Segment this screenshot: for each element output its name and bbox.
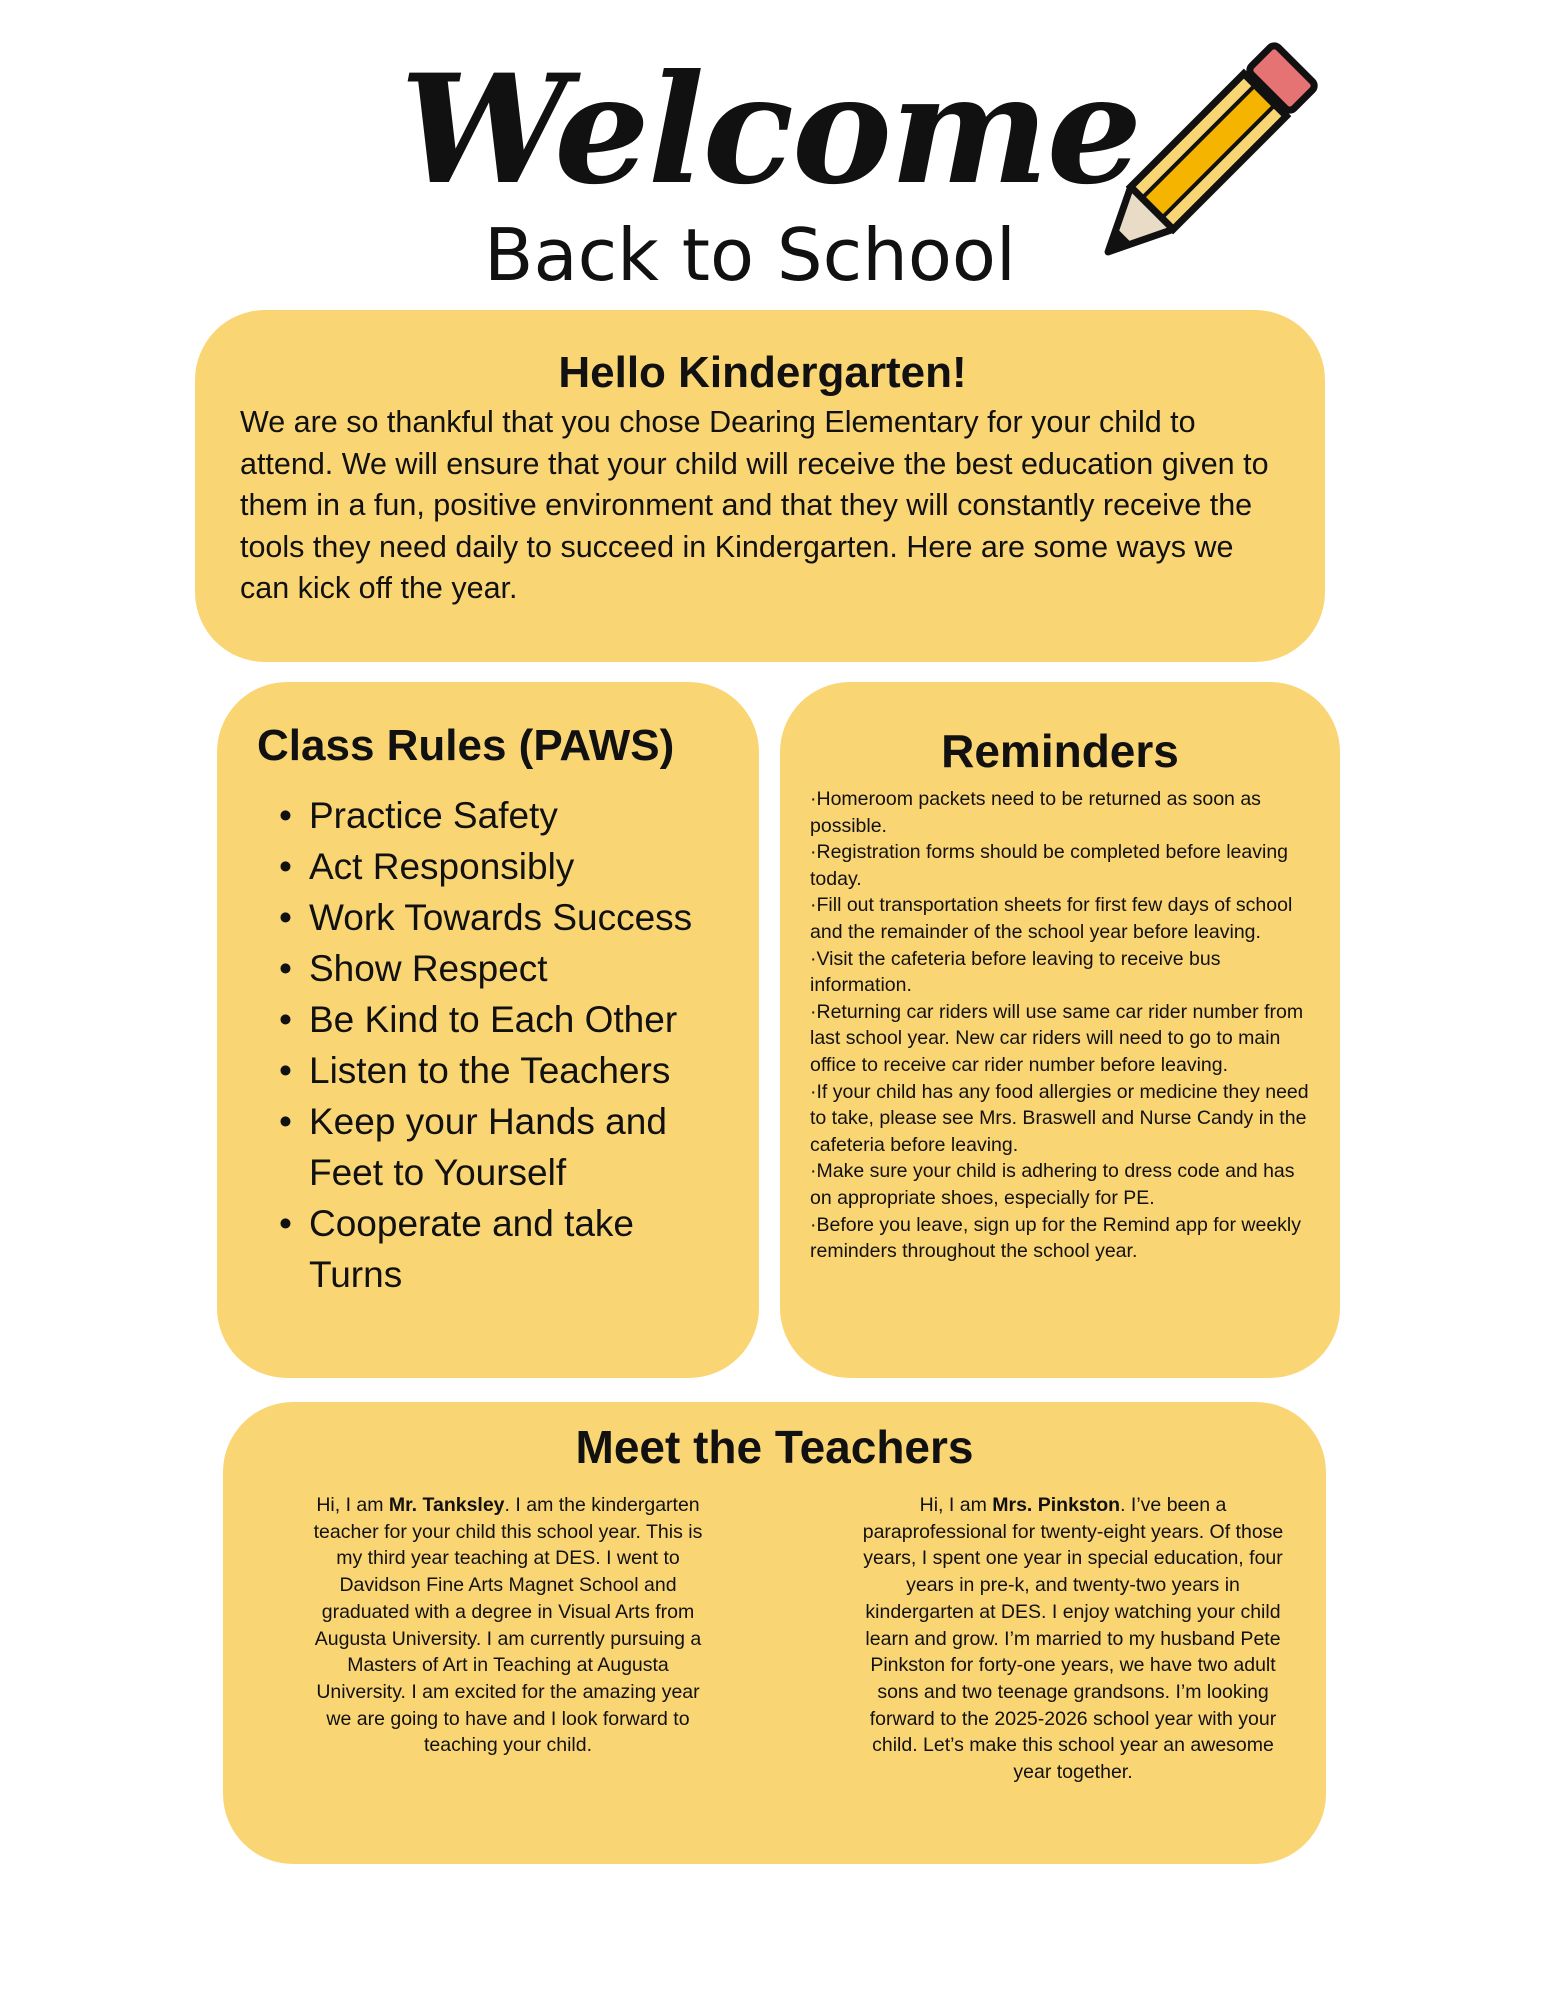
rule-item: • Practice Safety	[309, 790, 729, 841]
reminder-item: ·Before you leave, sign up for the Remind app for weekly reminders throughout the school year.	[810, 1213, 1302, 1263]
reminders-list	[810, 786, 1310, 1265]
reminder-item: ·Fill out transportation sheets for first few days of school and the remainder of the school year before leaving.	[810, 894, 1293, 943]
teacher-intro: Hi, I am	[919, 1494, 993, 1516]
rule-item: • Be Kind to Each Other	[309, 994, 729, 1045]
reminders-card	[780, 682, 1340, 1378]
teacher-intro: Hi, I am	[316, 1494, 389, 1516]
teacher-bio-text: . I am the kindergarten teacher for your child this school year. This is my third year teaching at DES. I went to Davidson Fine Arts Magnet School and graduated with a degree in Visual Arts from Augusta University. I am currently pursuing a Masters of Art in Teaching at Augusta University. I am excited for the amazing year we are going to have and I look forward to teaching your child.	[313, 1494, 703, 1757]
rule-item: • Work Towards Success	[309, 892, 729, 943]
reminder-item: ·Registration forms should be completed before leaving today.	[810, 841, 1289, 890]
hello-body: We are so thankful that you chose Dearing Elementary for your child to attend. We will ensure that your child will receive the best education given to them in a fun, positive environment and that they will constantly receive the tools they need daily to succeed in Kindergarten. Here are some ways we can kick off the year.	[240, 405, 1269, 605]
reminder-item: ·Returning car riders will use same car rider number from last school year. New car riders will need to go to main office to receive car rider number before leaving.	[810, 1000, 1304, 1076]
rule-item: • Cooperate and take Turns	[309, 1198, 729, 1300]
rule-item: • Keep your Hands and Feet to Yourself	[309, 1096, 729, 1198]
meet-the-teachers-card	[223, 1402, 1326, 1864]
class-rules-title: Class Rules (PAWS)	[257, 721, 675, 770]
rule-item: • Act Responsibly	[309, 841, 729, 892]
teacher-name: Mrs. Pinkston	[992, 1494, 1121, 1516]
class-rules-card	[217, 682, 759, 1378]
reminders-title: Reminders	[941, 725, 1179, 777]
hello-title: Hello Kindergarten!	[558, 348, 967, 397]
teacher-columns	[263, 1474, 1286, 1814]
hello-kindergarten-card	[195, 310, 1325, 662]
rule-item: • Show Respect	[309, 943, 729, 994]
reminder-item: ·Visit the cafeteria before leaving to receive bus information.	[810, 947, 1221, 997]
teacher-name: Mr. Tanksley	[388, 1494, 505, 1516]
reminder-item: ·Homeroom packets need to be returned as soon as possible.	[810, 788, 1261, 837]
reminder-item: ·If your child has any food allergies or medicine they need to take, please see Mrs. Braswell and Nurse Candy in the cafeteria before leaving.	[810, 1080, 1309, 1156]
teacher-bio-text: . I’ve been a paraprofessional for twenty-eight years. Of those years, I spent one year in special education, four years in pre-k, and twenty-two years in kindergarten at DES. I enjoy watching your child learn and grow. I’m married to my husband Pete Pinkston for forty-one years, we have two adult sons and two teenage grandsons. I’m looking forward to the 2025-2026 school year with your child. Let’s make this school year an awesome year together.	[862, 1494, 1284, 1784]
teacher-bio-tanksley	[308, 1492, 708, 1759]
class-rules-list	[257, 790, 729, 1300]
rule-item: • Listen to the Teachers	[309, 1045, 729, 1096]
meet-the-teachers-title: Meet the Teachers	[575, 1421, 974, 1473]
teacher-bio-pinkston	[853, 1492, 1293, 1786]
reminder-item: ·Make sure your child is adhering to dress code and has on appropriate shoes, especially for PE.	[810, 1160, 1295, 1209]
pencil-icon	[1050, 10, 1350, 310]
welcome-title: Welcome	[400, 42, 1141, 218]
back-to-school-subtitle: Back to School	[484, 213, 1016, 297]
